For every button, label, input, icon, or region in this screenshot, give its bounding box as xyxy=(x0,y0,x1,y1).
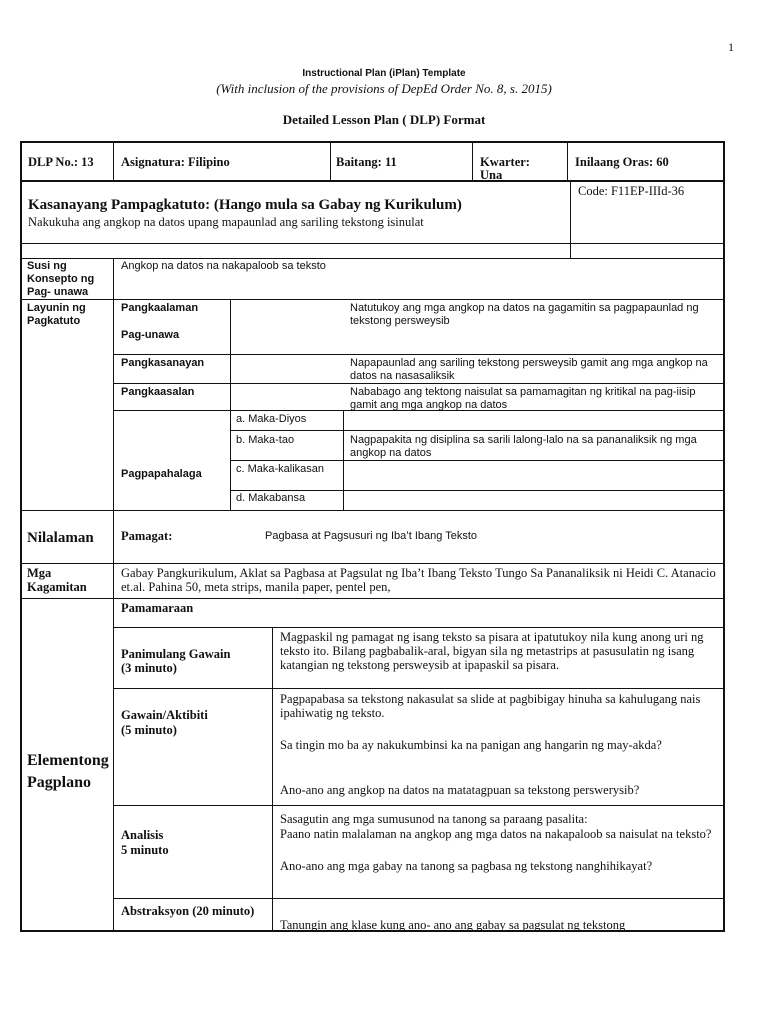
gawain-p2: Sa tingin mo ba ay nakukumbinsi ka na panigan ang hangarin ng may-akda? xyxy=(280,738,662,752)
pangkaalaman-text: Natutukoy ang mga angkop na datos na gagamitin sa pagpapaunlad ng tekstong persweysib xyxy=(350,302,699,327)
abstraksyon-text: Tanungin ang klase kung ano- ano ang gabay sa pagsulat ng tekstong xyxy=(280,918,626,932)
pag-unawa-label: Pag-unawa xyxy=(121,329,180,341)
kasanayan-text: Nakukuha ang angkop na datos upang mapaunlad ang sariling tekstong isinulat xyxy=(28,215,424,229)
kagamitan-label: Mga Kagamitan xyxy=(27,566,87,594)
asignatura: Asignatura: Filipino xyxy=(121,155,230,169)
inilaang-oras: Inilaang Oras: 60 xyxy=(575,155,669,169)
analisis-p2: Paano natin malalaman na angkop ang mga datos na nakapaloob sa naisulat na teksto? xyxy=(280,827,712,841)
competency-code: Code: F11EP-IIId-36 xyxy=(578,184,685,198)
format-title: Detailed Lesson Plan ( DLP) Format xyxy=(282,112,486,127)
template-subtitle: (With inclusion of the provisions of DepEd Order No. 8, s. 2015) xyxy=(216,81,552,96)
analisis-p1: Sasagutin ang mga sumusunod na tanong sa paraang pasalita: xyxy=(280,812,588,826)
maka-tao: b. Maka-tao xyxy=(236,434,295,446)
maka-kalikasan: c. Maka-kalikasan xyxy=(236,463,325,475)
baitang: Baitang: 11 xyxy=(336,155,397,169)
kagamitan-text: Gabay Pangkurikulum, Aklat sa Pagbasa at Pagsulat ng Iba’t Ibang Teksto Tungo Sa Pananaliksik ni Heidi C. Atanacio et.al. Pahina 50, meta strips, manila paper, pentel pen, xyxy=(121,566,716,594)
pamagat-text: Pagbasa at Pagsusuri ng Iba’t Ibang Teksto xyxy=(265,530,477,542)
nilalaman-label: Nilalaman xyxy=(27,530,94,546)
gawain-p3: Ano-ano ang angkop na datos na matatagpuan sa tekstong perswerysib? xyxy=(280,783,640,797)
layunin-label: Layunin ng Pagkatuto xyxy=(27,302,86,327)
maka-tao-text: Nagpapakita ng disiplina sa sarili lalong-lalo na sa pananaliksik ng mga angkop na datos xyxy=(350,434,697,459)
pangkasanayan-label: Pangkasanayan xyxy=(121,357,205,369)
analisis-time: 5 minuto xyxy=(121,843,169,857)
analisis-p3: Ano-ano ang mga gabay na tanong sa pagbasa ng tekstong nanghihikayat? xyxy=(280,859,653,873)
pagpapahalaga-label: Pagpapahalaga xyxy=(121,468,202,480)
elemento-label: Elementong Pagplano xyxy=(27,752,109,791)
panimula-time: (3 minuto) xyxy=(121,661,177,675)
maka-diyos: a. Maka-Diyos xyxy=(236,413,307,425)
pangkaalaman-label: Pangkaalaman xyxy=(121,302,199,314)
pangkasanayan-text: Napapaunlad ang sariling tekstong persweysib gamit ang mga angkop na datos na nasasaliksik xyxy=(350,357,708,382)
template-title: Instructional Plan (iPlan) Template xyxy=(302,68,466,79)
pangkaasalan-label: Pangkaasalan xyxy=(121,386,195,398)
kwarter-label: Kwarter: xyxy=(480,155,530,169)
abstraksyon-label: Abstraksyon (20 minuto) xyxy=(121,904,255,918)
susi-label: Susi ng Konsepto ng Pag- unawa xyxy=(27,260,95,298)
page-number: 1 xyxy=(728,40,734,54)
pangkaasalan-text: Nababago ang tektong naisulat sa pamamagitan ng kritikal na pag-iisip gamit ang mga angkop na datos xyxy=(350,386,696,411)
gawain-time: (5 minuto) xyxy=(121,723,177,737)
gawain-p1: Pagpapabasa sa tekstong nakasulat sa slide at pagbibigay hinuha sa kahulugang nais ipahiwatig ng teksto. xyxy=(280,692,701,720)
pamagat-label: Pamagat: xyxy=(121,529,173,543)
kwarter-value: Una xyxy=(480,168,503,182)
dlp-number: DLP No.: 13 xyxy=(28,155,94,169)
analisis-label: Analisis xyxy=(121,828,164,842)
gawain-label: Gawain/Aktibiti xyxy=(121,708,208,722)
panimula-text: Magpaskil ng pamagat ng isang teksto sa pisara at ipatutukoy nila kung anong uri ng teksto ito. Bilang pagbabalik-aral, bigyan sila ng metastrips at pasusulatin ng isang katangian ng tekstong persweysib at ipapaskil sa pisara. xyxy=(280,630,704,672)
susi-text: Angkop na datos na nakapaloob sa teksto xyxy=(121,260,326,272)
panimula-label: Panimulang Gawain xyxy=(121,647,231,661)
makabansa: d. Makabansa xyxy=(236,492,306,504)
pamamaraan-label: Pamamaraan xyxy=(121,601,194,615)
kasanayan-title: Kasanayang Pampagkatuto: (Hango mula sa Gabay ng Kurikulum) xyxy=(28,197,462,213)
